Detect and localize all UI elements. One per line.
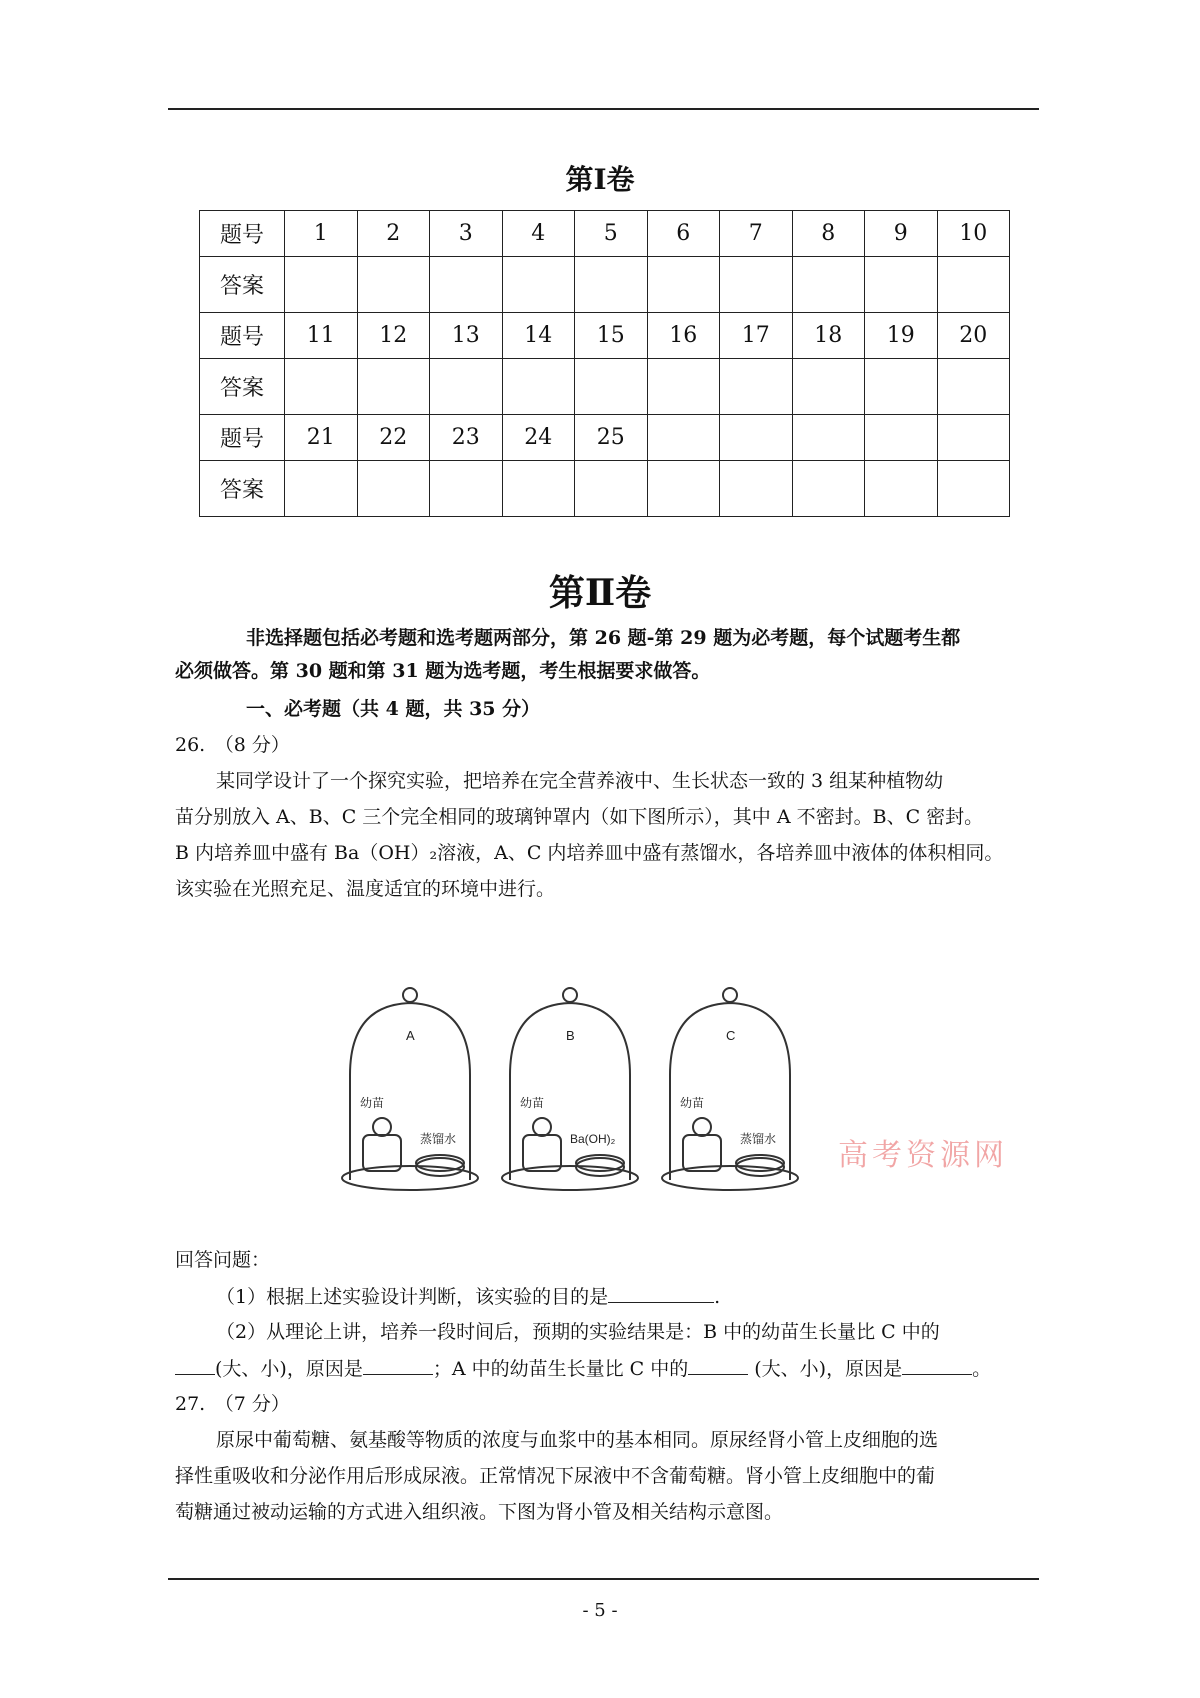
q27-para-line-3: 萄糖通过被动运输的方式进入组织液。下图为肾小管及相关结构示意图。 — [175, 1501, 784, 1523]
row-header-cell: 题号 — [200, 211, 285, 257]
question-number-cell — [865, 415, 938, 461]
question-number-cell: 7 — [720, 211, 793, 257]
jar-c-dish-label: 蒸馏水 — [740, 1132, 777, 1146]
answer-cell[interactable] — [865, 257, 938, 313]
jar-a-dish-label: 蒸馏水 — [420, 1132, 457, 1146]
q26-sub2-line-1: （2）从理论上讲，培养一段时间后，预期的实验结果是：B 中的幼苗生长量比 C 中的 — [216, 1321, 940, 1343]
bell-jar-diagram — [330, 975, 870, 1200]
answer-cell[interactable] — [865, 359, 938, 415]
question-number-cell: 18 — [792, 313, 865, 359]
watermark: 高考资源网 — [838, 1138, 1008, 1173]
answer-cell[interactable] — [792, 257, 865, 313]
answer-cell[interactable] — [575, 257, 648, 313]
answer-table-row — [200, 461, 1010, 517]
q27-number: 27. （7 分） — [175, 1393, 290, 1415]
q26-sub2-blank-2[interactable] — [363, 1356, 433, 1375]
row-header-cell: 答案 — [200, 461, 285, 517]
footer-rule — [168, 1578, 1039, 1580]
q26-sub2-part-a: (大、小)，原因是 — [215, 1358, 363, 1380]
answer-table-row — [200, 211, 1010, 257]
question-number-cell: 24 — [502, 415, 575, 461]
row-header-cell: 答案 — [200, 257, 285, 313]
jar-c-label: C — [726, 1028, 736, 1043]
question-number-cell — [792, 415, 865, 461]
q26-number: 26. （8 分） — [175, 734, 290, 756]
question-number-cell: 9 — [865, 211, 938, 257]
bell-jar-a — [342, 988, 478, 1190]
answer-cell[interactable] — [502, 257, 575, 313]
q27-para-line-2: 择性重吸收和分泌作用后形成尿液。正常情况下尿液中不含葡萄糖。肾小管上皮细胞中的葡 — [175, 1465, 936, 1487]
answer-cell[interactable] — [937, 257, 1010, 313]
answer-cell[interactable] — [285, 461, 358, 517]
bell-jar-b — [502, 988, 638, 1190]
question-number-cell: 11 — [285, 313, 358, 359]
jar-a-plant-label: 幼苗 — [360, 1096, 385, 1110]
q26-sub2-line-2 — [175, 1356, 991, 1381]
q26-sub2-blank-1[interactable] — [175, 1356, 215, 1375]
row-header-cell: 题号 — [200, 313, 285, 359]
answer-cell[interactable] — [937, 359, 1010, 415]
question-number-cell: 4 — [502, 211, 575, 257]
answer-cell[interactable] — [720, 359, 793, 415]
answer-cell[interactable] — [647, 257, 720, 313]
question-number-cell: 20 — [937, 313, 1010, 359]
answer-cell[interactable] — [430, 359, 503, 415]
section1-title: 第Ⅰ卷 — [565, 163, 635, 196]
q26-sub1-blank[interactable] — [608, 1284, 714, 1303]
answer-cell[interactable] — [357, 461, 430, 517]
question-number-cell: 25 — [575, 415, 648, 461]
answer-cell[interactable] — [575, 461, 648, 517]
jar-b-plant-label: 幼苗 — [520, 1096, 545, 1110]
intro-line-2: 必须做答。第 30 题和第 31 题为选考题，考生根据要求做答。 — [175, 660, 711, 682]
jar-a-label: A — [406, 1028, 415, 1043]
question-number-cell: 17 — [720, 313, 793, 359]
jar-c-plant-label: 幼苗 — [680, 1096, 705, 1110]
answer-prompt: 回答问题： — [175, 1249, 271, 1271]
question-number-cell: 12 — [357, 313, 430, 359]
q26-para-line-2: 苗分别放入 A、B、C 三个完全相同的玻璃钟罩内（如下图所示），其中 A 不密封。B、C 密封。 — [175, 806, 984, 828]
answer-cell[interactable] — [357, 359, 430, 415]
question-number-cell: 21 — [285, 415, 358, 461]
question-number-cell: 6 — [647, 211, 720, 257]
answer-cell[interactable] — [937, 461, 1010, 517]
part1-heading: 一、必考题（共 4 题，共 35 分） — [246, 698, 541, 720]
answer-table-row — [200, 313, 1010, 359]
q26-sub1-text: （1）根据上述实验设计判断，该实验的目的是 — [216, 1286, 609, 1308]
answer-table-row — [200, 415, 1010, 461]
answer-cell[interactable] — [430, 461, 503, 517]
section2-title: 第Ⅱ卷 — [548, 572, 652, 614]
answer-cell[interactable] — [357, 257, 430, 313]
question-number-cell: 1 — [285, 211, 358, 257]
question-number-cell: 8 — [792, 211, 865, 257]
question-number-cell — [937, 415, 1010, 461]
header-rule — [168, 108, 1039, 110]
q26-sub1 — [216, 1284, 720, 1309]
intro-line-1: 非选择题包括必考题和选考题两部分，第 26 题-第 29 题为必考题，每个试题考生都 — [246, 627, 961, 649]
question-number-cell: 13 — [430, 313, 503, 359]
answer-cell[interactable] — [430, 257, 503, 313]
row-header-cell: 答案 — [200, 359, 285, 415]
q26-sub1-end: . — [714, 1286, 721, 1308]
bell-jar-c — [662, 988, 798, 1190]
question-number-cell: 5 — [575, 211, 648, 257]
answer-cell[interactable] — [285, 359, 358, 415]
question-number-cell: 2 — [357, 211, 430, 257]
q26-sub2-blank-4[interactable] — [902, 1356, 972, 1375]
q26-para-line-1: 某同学设计了一个探究实验，把培养在完全营养液中、生长状态一致的 3 组某种植物幼 — [216, 770, 944, 792]
answer-cell[interactable] — [792, 461, 865, 517]
answer-cell[interactable] — [285, 257, 358, 313]
question-number-cell: 23 — [430, 415, 503, 461]
answer-cell[interactable] — [575, 359, 648, 415]
answer-cell[interactable] — [792, 359, 865, 415]
question-number-cell: 10 — [937, 211, 1010, 257]
q26-sub2-blank-3[interactable] — [688, 1356, 748, 1375]
question-number-cell: 3 — [430, 211, 503, 257]
answer-cell[interactable] — [502, 359, 575, 415]
answer-cell[interactable] — [647, 359, 720, 415]
question-number-cell: 22 — [357, 415, 430, 461]
answer-cell[interactable] — [647, 461, 720, 517]
jar-b-label: B — [566, 1028, 575, 1043]
question-number-cell: 19 — [865, 313, 938, 359]
answer-cell[interactable] — [720, 461, 793, 517]
row-header-cell: 题号 — [200, 415, 285, 461]
jar-b-dish-label: Ba(OH)₂ — [570, 1132, 616, 1146]
q26-sub2-end: 。 — [972, 1358, 992, 1380]
q26-sub2-part-c: (大、小)，原因是 — [748, 1358, 903, 1380]
question-number-cell — [720, 415, 793, 461]
q26-para-line-4: 该实验在光照充足、温度适宜的环境中进行。 — [175, 878, 556, 900]
page-number: - 5 - — [582, 1600, 618, 1621]
question-number-cell: 14 — [502, 313, 575, 359]
answer-cell[interactable] — [720, 257, 793, 313]
answer-cell[interactable] — [865, 461, 938, 517]
q26-para-line-3: B 内培养皿中盛有 Ba（OH）₂溶液，A、C 内培养皿中盛有蒸馏水，各培养皿中液体的体积相同。 — [175, 842, 1004, 864]
answer-cell[interactable] — [502, 461, 575, 517]
answer-table-row — [200, 257, 1010, 313]
answer-table-row — [200, 359, 1010, 415]
question-number-cell — [647, 415, 720, 461]
answer-table — [199, 210, 1010, 517]
question-number-cell: 16 — [647, 313, 720, 359]
q27-para-line-1: 原尿中葡萄糖、氨基酸等物质的浓度与血浆中的基本相同。原尿经肾小管上皮细胞的选 — [216, 1429, 939, 1451]
question-number-cell: 15 — [575, 313, 648, 359]
q26-sub2-part-b: ；A 中的幼苗生长量比 C 中的 — [432, 1358, 689, 1380]
